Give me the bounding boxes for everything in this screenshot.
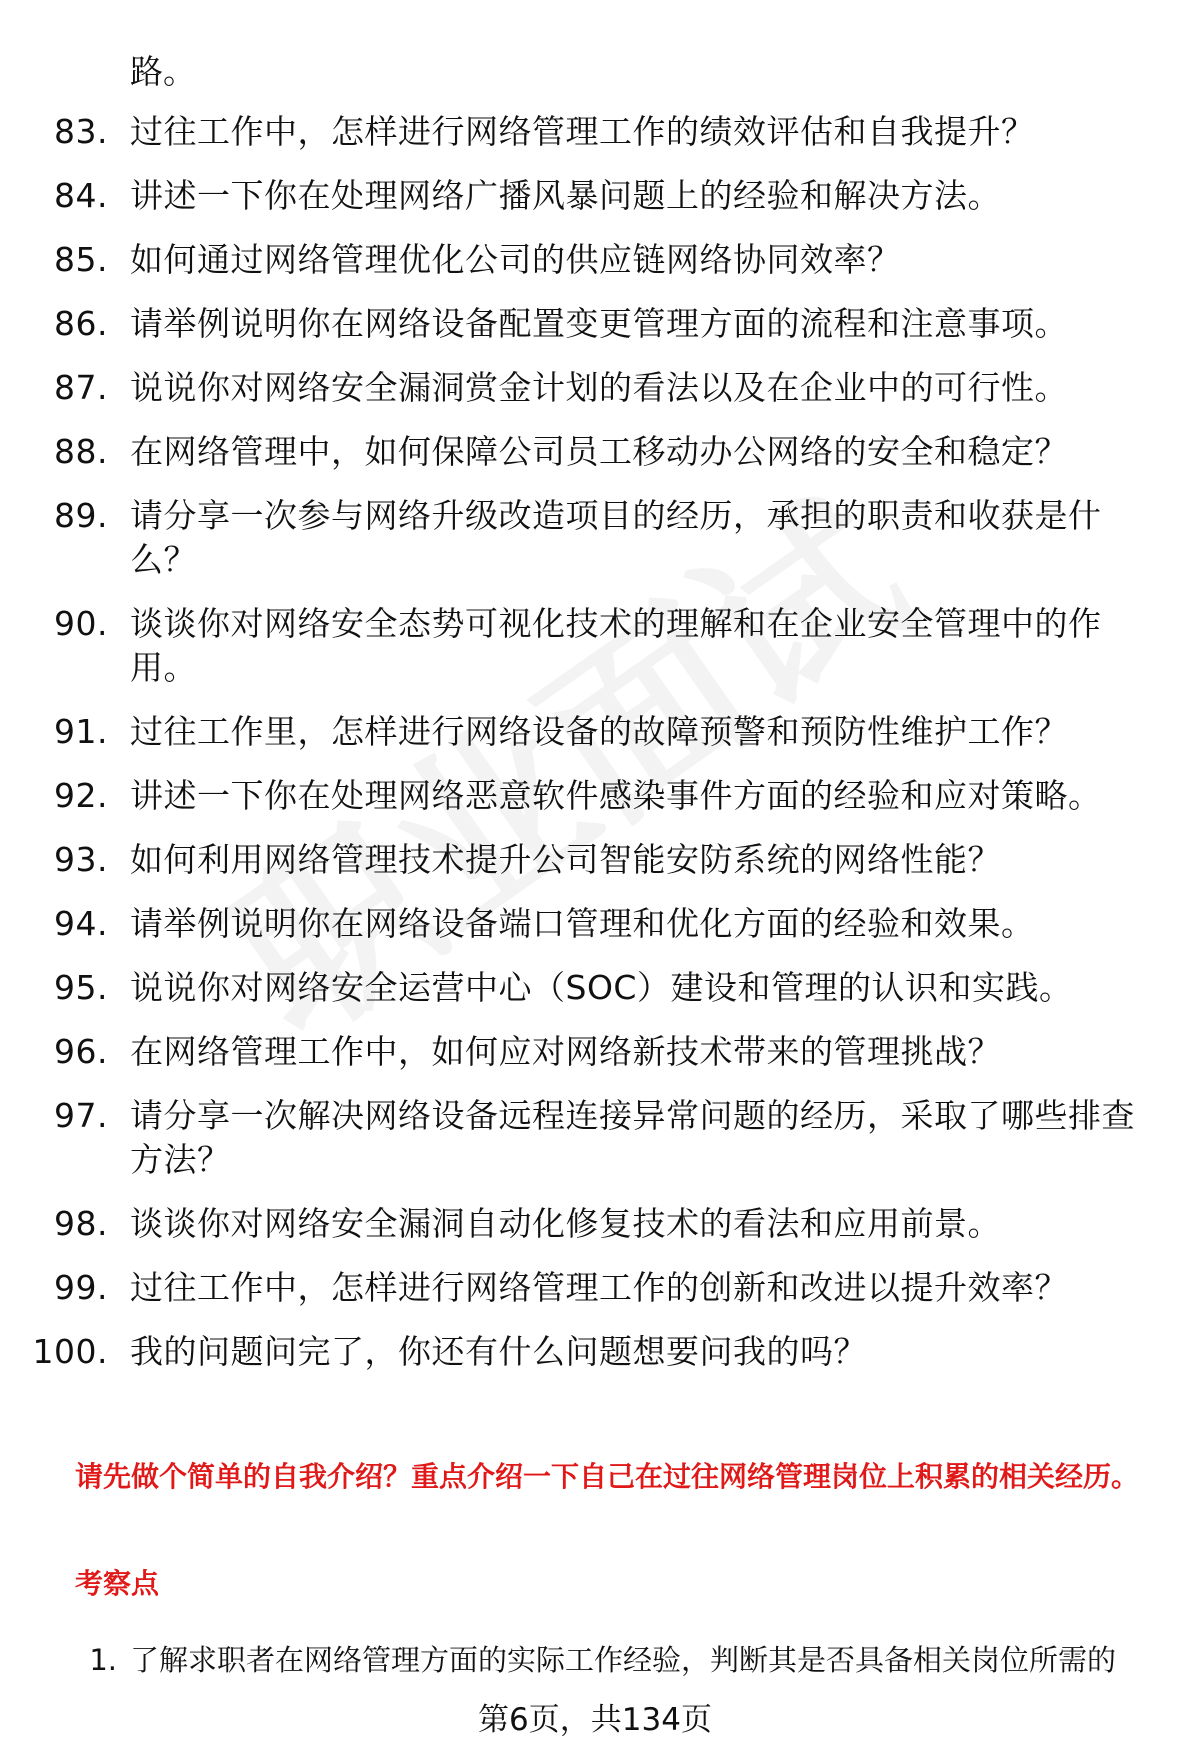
question-text: 过往工作中，怎样进行网络管理工作的绩效评估和自我提升？: [130, 112, 1035, 151]
question-item: [0, 838, 1190, 882]
question-text: 在网络管理工作中，如何应对网络新技术带来的管理挑战？: [130, 1032, 1001, 1071]
question-number: 94.: [54, 904, 108, 943]
question-number: 84.: [54, 176, 108, 215]
question-item: [0, 1030, 1190, 1074]
question-number: 99.: [54, 1268, 108, 1307]
section-label: 考察点: [75, 1567, 160, 1600]
question-list: [0, 110, 1190, 1394]
continuation-text: 路。: [130, 52, 196, 91]
question-number: 97.: [54, 1096, 108, 1135]
question-number: 93.: [54, 840, 108, 879]
question-number: 85.: [54, 240, 108, 279]
question-number: 95.: [54, 968, 108, 1007]
question-text: 请分享一次解决网络设备远程连接异常问题的经历，采取了哪些排查方法？: [130, 1096, 1135, 1179]
question-number: 83.: [54, 112, 108, 151]
question-text: 讲述一下你在处理网络恶意软件感染事件方面的经验和应对策略。: [130, 776, 1102, 815]
question-item: [0, 1202, 1190, 1246]
question-text: 如何通过网络管理优化公司的供应链网络协同效率？: [130, 240, 901, 279]
question-item: [0, 902, 1190, 946]
question-number: 87.: [54, 368, 108, 407]
question-item: [0, 174, 1190, 218]
question-item: [0, 774, 1190, 818]
question-text: 说说你对网络安全运营中心（SOC）建设和管理的认识和实践。: [130, 968, 1073, 1007]
question-text: 讲述一下你在处理网络广播风暴问题上的经验和解决方法。: [130, 176, 1001, 215]
question-number: 88.: [54, 432, 108, 471]
question-text: 说说你对网络安全漏洞赏金计划的看法以及在企业中的可行性。: [130, 368, 1068, 407]
question-number: 90.: [54, 604, 108, 643]
question-text: 如何利用网络管理技术提升公司智能安防系统的网络性能？: [130, 840, 1001, 879]
question-item: [0, 1266, 1190, 1310]
question-text: 请分享一次参与网络升级改造项目的经历，承担的职责和收获是什么？: [130, 496, 1102, 579]
question-text: 过往工作里，怎样进行网络设备的故障预警和预防性维护工作？: [130, 712, 1068, 751]
question-item: [0, 430, 1190, 474]
question-number: 92.: [54, 776, 108, 815]
page-footer: 第6页，共134页: [478, 1702, 712, 1738]
question-item: [0, 302, 1190, 346]
question-item: [0, 366, 1190, 410]
question-item: [0, 110, 1190, 154]
question-item: [0, 1330, 1190, 1374]
question-number: 100.: [32, 1332, 108, 1371]
question-text: 请举例说明你在网络设备配置变更管理方面的流程和注意事项。: [130, 304, 1068, 343]
question-item: [0, 1094, 1190, 1182]
question-item: [0, 602, 1190, 690]
question-number: 96.: [54, 1032, 108, 1071]
question-item: [0, 966, 1190, 1010]
highlight-question: 请先做个简单的自我介绍？重点介绍一下自己在过往网络管理岗位上积累的相关经历。: [75, 1460, 1140, 1493]
question-item: [0, 238, 1190, 282]
question-text: 过往工作中，怎样进行网络管理工作的创新和改进以提升效率？: [130, 1268, 1068, 1307]
question-number: 89.: [54, 496, 108, 535]
question-text: 谈谈你对网络安全漏洞自动化修复技术的看法和应用前景。: [130, 1204, 1001, 1243]
question-number: 91.: [54, 712, 108, 751]
question-text: 请举例说明你在网络设备端口管理和优化方面的经验和效果。: [130, 904, 1035, 943]
question-item: [0, 494, 1190, 582]
question-text: 我的问题问完了，你还有什么问题想要问我的吗？: [130, 1332, 867, 1371]
question-text: 在网络管理中，如何保障公司员工移动办公网络的安全和稳定？: [130, 432, 1068, 471]
question-number: 86.: [54, 304, 108, 343]
point-text: 了解求职者在网络管理方面的实际工作经验，判断其是否具备相关岗位所需的: [130, 1643, 1117, 1677]
point-number: 1.: [89, 1643, 117, 1677]
question-text: 谈谈你对网络安全态势可视化技术的理解和在企业安全管理中的作用。: [130, 604, 1102, 687]
question-number: 98.: [54, 1204, 108, 1243]
question-item: [0, 710, 1190, 754]
